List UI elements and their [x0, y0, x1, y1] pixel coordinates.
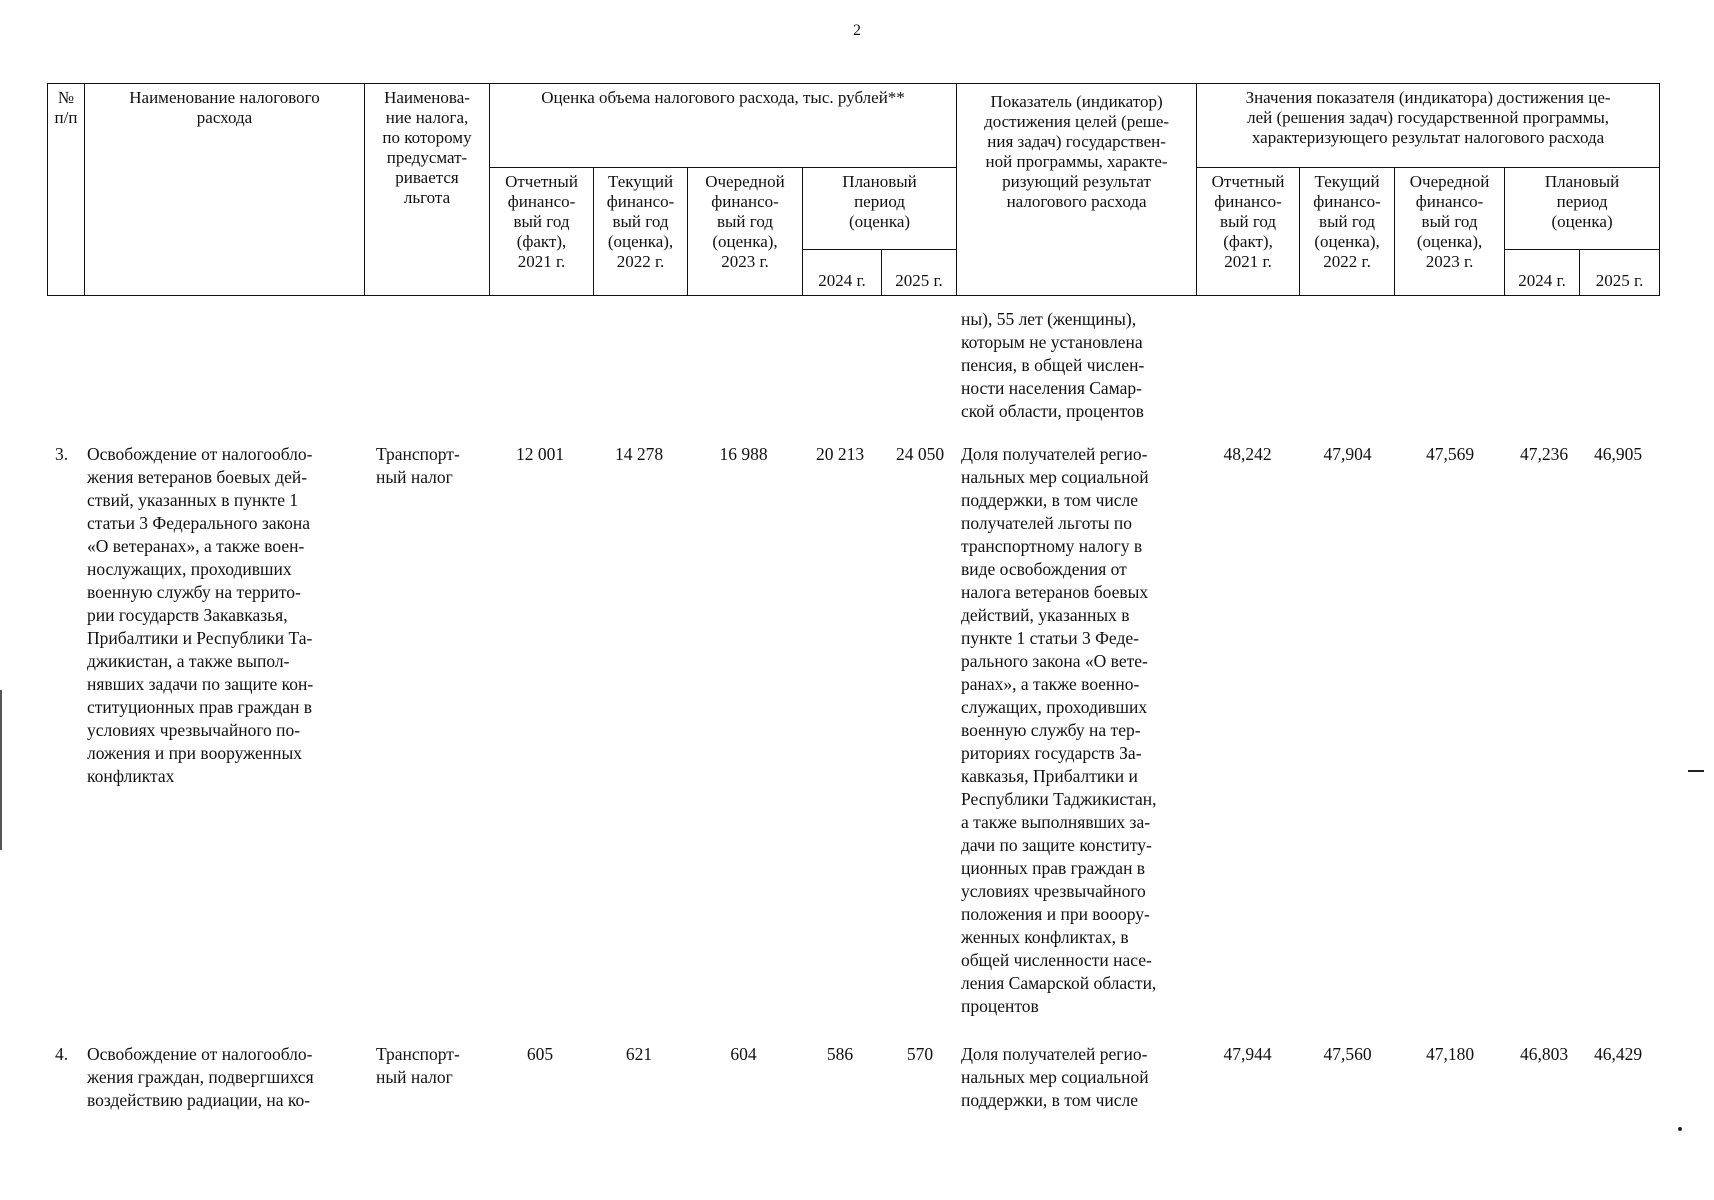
text-line: (оценка) — [1551, 212, 1613, 231]
text-line: Текущий — [1314, 172, 1380, 191]
text-line: достижения целей (реше- — [984, 112, 1170, 131]
text-line: (факт), — [1223, 232, 1273, 251]
text-line: ривается — [395, 168, 459, 187]
row-tax — [376, 443, 486, 489]
text-line: ние налога, — [385, 108, 469, 127]
text-line: ризующий результат — [1002, 172, 1151, 191]
text-line: ранах», а также военно- — [961, 674, 1140, 694]
text-line: женных конфликтах, в — [961, 927, 1129, 947]
row-v2023: 16 988 — [719, 444, 768, 464]
scan-mark — [1688, 770, 1704, 772]
header-ind-col-current — [1300, 168, 1395, 296]
header-ind-col-2024: 2024 г. — [1505, 250, 1580, 296]
text-line: финансо- — [1313, 192, 1381, 211]
text-line: Транспорт- — [376, 1044, 460, 1064]
row-i2021: 48,242 — [1223, 444, 1272, 464]
text-line: льгота — [403, 188, 451, 207]
text-line: Отчетный — [505, 172, 578, 191]
text-line: 2023 г. — [721, 252, 769, 271]
text-line: вый год — [513, 212, 570, 231]
text-line: Показатель (индикатор) — [990, 92, 1163, 111]
row-indicator — [961, 443, 1193, 1018]
text-line: Прибалтики и Республики Та- — [87, 628, 313, 648]
text-line: Освобождение от налогообло- — [87, 1044, 313, 1064]
row-i2025: 46,429 — [1593, 1044, 1643, 1064]
text-line: нальных мер социальной — [961, 467, 1149, 487]
row-i2025: 46,905 — [1593, 444, 1643, 464]
text-line: жения ветеранов боевых дей- — [87, 467, 308, 487]
text-line: (факт), — [516, 232, 567, 251]
text-line: период — [1556, 192, 1608, 211]
table-body — [0, 300, 1714, 1200]
header-num — [48, 84, 85, 296]
text-line: 2022 г. — [616, 252, 665, 271]
text-line: Текущий — [607, 172, 674, 191]
text-line: Освобождение от налогообло- — [87, 444, 313, 464]
row-num: 3. — [55, 444, 69, 464]
continuation-lines — [961, 308, 1193, 423]
text-line: поддержки, в том числе — [961, 490, 1138, 510]
row-i2022: 47,560 — [1323, 1044, 1372, 1064]
text-line: финансо- — [711, 192, 779, 211]
text-line: а также выполнявших за- — [961, 812, 1151, 832]
text-line: финансо- — [507, 192, 576, 211]
text-line: нослужащих, проходивших — [87, 559, 292, 579]
row-i2023: 47,569 — [1425, 444, 1475, 464]
text-line: 2021 г. — [1224, 252, 1272, 271]
header-ind-col-plan — [1505, 168, 1660, 250]
row-v2024: 586 — [826, 1044, 854, 1064]
text-line: ны), 55 лет (женщины), — [961, 309, 1137, 329]
text-line: (оценка), — [712, 232, 778, 251]
text-line: общей численности насе- — [961, 950, 1152, 970]
text-line: нявших задачи по защите кон- — [87, 674, 314, 694]
text-line: конфликтах — [87, 766, 175, 786]
text-line: вый год — [1421, 212, 1478, 231]
text-line: характеризующего результат налогового расхода — [1251, 128, 1605, 147]
header-col-2025: 2025 г. — [882, 250, 957, 296]
scan-edge — [0, 690, 2, 850]
text-line: Плановый — [842, 172, 917, 191]
text-line: налогового расхода — [1006, 192, 1147, 211]
text-line: военную службу на террито- — [87, 582, 301, 602]
row-tax — [376, 1043, 486, 1089]
header-ind-col-2025: 2025 г. — [1580, 250, 1660, 296]
text-line: расхода — [196, 108, 253, 127]
row-tax-lines — [376, 1043, 486, 1089]
text-line: пункте 1 статьи 3 Феде- — [961, 628, 1139, 648]
text-line: 2021 г. — [517, 252, 566, 271]
text-line: лей (решения задач) государственной программы, — [1247, 108, 1610, 127]
text-line: Наименова- — [384, 88, 470, 107]
text-line: ный налог — [376, 467, 453, 487]
text-line: воздействию радиации, на ко- — [87, 1090, 311, 1110]
text-line: риториях государств За- — [961, 743, 1142, 763]
text-line: Очередной — [705, 172, 785, 191]
header-name — [85, 84, 365, 296]
row-i2022: 47,904 — [1323, 444, 1372, 464]
text-line: процентов — [961, 996, 1039, 1016]
text-line: по которому — [382, 128, 472, 147]
text-line: финансо- — [1415, 192, 1484, 211]
text-line: финансо- — [1214, 192, 1282, 211]
row-name — [87, 443, 360, 788]
scan-dot — [1678, 1127, 1682, 1131]
text-line: п/п — [54, 108, 78, 127]
text-line: ложения и при вооруженных — [87, 743, 302, 763]
text-line: статьи 3 Федерального закона — [87, 513, 311, 533]
header-values-group — [1197, 84, 1660, 168]
text-line: Значения показателя (индикатора) достижения це- — [1245, 88, 1611, 107]
text-line: предусмат- — [386, 148, 468, 167]
text-line: которым не установлена — [961, 332, 1143, 352]
text-line: (оценка), — [1416, 232, 1483, 251]
row-indicator-lines — [961, 443, 1193, 1018]
text-line: налога ветеранов боевых — [961, 582, 1149, 602]
text-line: ный налог — [376, 1067, 453, 1087]
row-v2021: 605 — [526, 1044, 554, 1064]
header-tax-name — [365, 84, 490, 296]
text-line: Наименование налогового — [129, 88, 320, 107]
text-line: условиях чрезвычайного по- — [87, 720, 301, 740]
text-line: действий, указанных в — [961, 605, 1130, 625]
text-line: положения и при вооору- — [961, 904, 1150, 924]
text-line: (оценка), — [1314, 232, 1380, 251]
text-line: 2023 г. — [1425, 252, 1474, 271]
header-volume-group: Оценка объема налогового расхода, тыс. рублей** — [490, 84, 957, 168]
row-name — [87, 1043, 360, 1112]
row-v2024: 20 213 — [815, 444, 865, 464]
text-line: жения граждан, подвергшихся — [87, 1067, 314, 1087]
row-v2025: 570 — [906, 1044, 934, 1064]
header-ind-col-next — [1395, 168, 1505, 296]
text-line: ствий, указанных в пункте 1 — [87, 490, 299, 510]
text-line: (оценка), — [607, 232, 674, 251]
row-v2025: 24 050 — [895, 444, 945, 464]
row-indicator-lines — [961, 1043, 1193, 1112]
text-line: Доля получателей регио- — [961, 1044, 1148, 1064]
header-col-next — [688, 168, 803, 296]
header-col-plan — [803, 168, 957, 250]
row-tax-lines — [376, 443, 486, 489]
text-line: ской области, процентов — [961, 401, 1144, 421]
page-number: 2 — [853, 22, 861, 39]
text-line: № — [57, 88, 75, 107]
text-line: вый год — [1319, 212, 1376, 231]
row-v2023: 604 — [730, 1044, 757, 1064]
text-line: Отчетный — [1211, 172, 1285, 191]
text-line: 2022 г. — [1323, 252, 1371, 271]
table-header — [47, 83, 1660, 296]
text-line: служащих, проходивших — [961, 697, 1148, 717]
text-line: получателей льготы по — [961, 513, 1133, 533]
row-i2023: 47,180 — [1425, 1044, 1475, 1064]
text-line: вый год — [1220, 212, 1277, 231]
text-line: ния задач) государствен- — [987, 132, 1166, 151]
text-line: (оценка) — [848, 212, 911, 231]
text-line: Плановый — [1544, 172, 1620, 191]
header-col-current — [594, 168, 688, 296]
text-line: период — [854, 192, 905, 211]
header-indicator — [957, 84, 1197, 296]
text-line: кавказья, Прибалтики и — [961, 766, 1138, 786]
text-line: военную службу на тер- — [961, 720, 1141, 740]
text-line: вый год — [612, 212, 669, 231]
text-line: нальных мер социальной — [961, 1067, 1149, 1087]
text-line: вый год — [716, 212, 773, 231]
text-line: поддержки, в том числе — [961, 1090, 1138, 1110]
row-v2022: 14 278 — [614, 444, 664, 464]
text-line: ционных прав граждан в — [961, 858, 1146, 878]
row-indicator — [961, 1043, 1193, 1112]
header-col-report — [490, 168, 594, 296]
text-line: рального закона «О вете- — [961, 651, 1148, 671]
row-num: 4. — [55, 1044, 69, 1064]
text-line: условиях чрезвычайного — [961, 881, 1146, 901]
row-v2021: 12 001 — [515, 444, 565, 464]
text-line: финансо- — [606, 192, 675, 211]
row-i2024: 46,803 — [1519, 1044, 1569, 1064]
text-line: виде освобождения от — [961, 559, 1127, 579]
row-i2024: 47,236 — [1519, 444, 1569, 464]
text-line: Транспорт- — [376, 444, 460, 464]
text-line: пенсия, в общей числен- — [961, 355, 1145, 375]
text-line: транспортному налогу в — [961, 536, 1143, 556]
text-line: Очередной — [1409, 172, 1490, 191]
continuation-text — [961, 308, 1193, 423]
text-line: «О ветеранах», а также воен- — [87, 536, 305, 556]
header-col-2024: 2024 г. — [803, 250, 882, 296]
text-line: джикистан, а также выпол- — [87, 651, 290, 671]
header-ind-col-report — [1197, 168, 1300, 296]
text-line: ности населения Самар- — [961, 378, 1142, 398]
text-line: Доля получателей регио- — [961, 444, 1148, 464]
text-line: рии государств Закавказья, — [87, 605, 288, 625]
text-line: дачи по защите конститу- — [961, 835, 1152, 855]
text-line: ституционных прав граждан в — [87, 697, 313, 717]
row-i2021: 47,944 — [1223, 1044, 1272, 1064]
text-line: ной программы, характе- — [985, 152, 1168, 171]
text-line: Республики Таджикистан, — [961, 789, 1157, 809]
row-v2022: 621 — [625, 1044, 653, 1064]
text-line: ления Самарской области, — [961, 973, 1157, 993]
row-name-lines — [87, 1043, 360, 1112]
row-name-lines — [87, 443, 360, 788]
